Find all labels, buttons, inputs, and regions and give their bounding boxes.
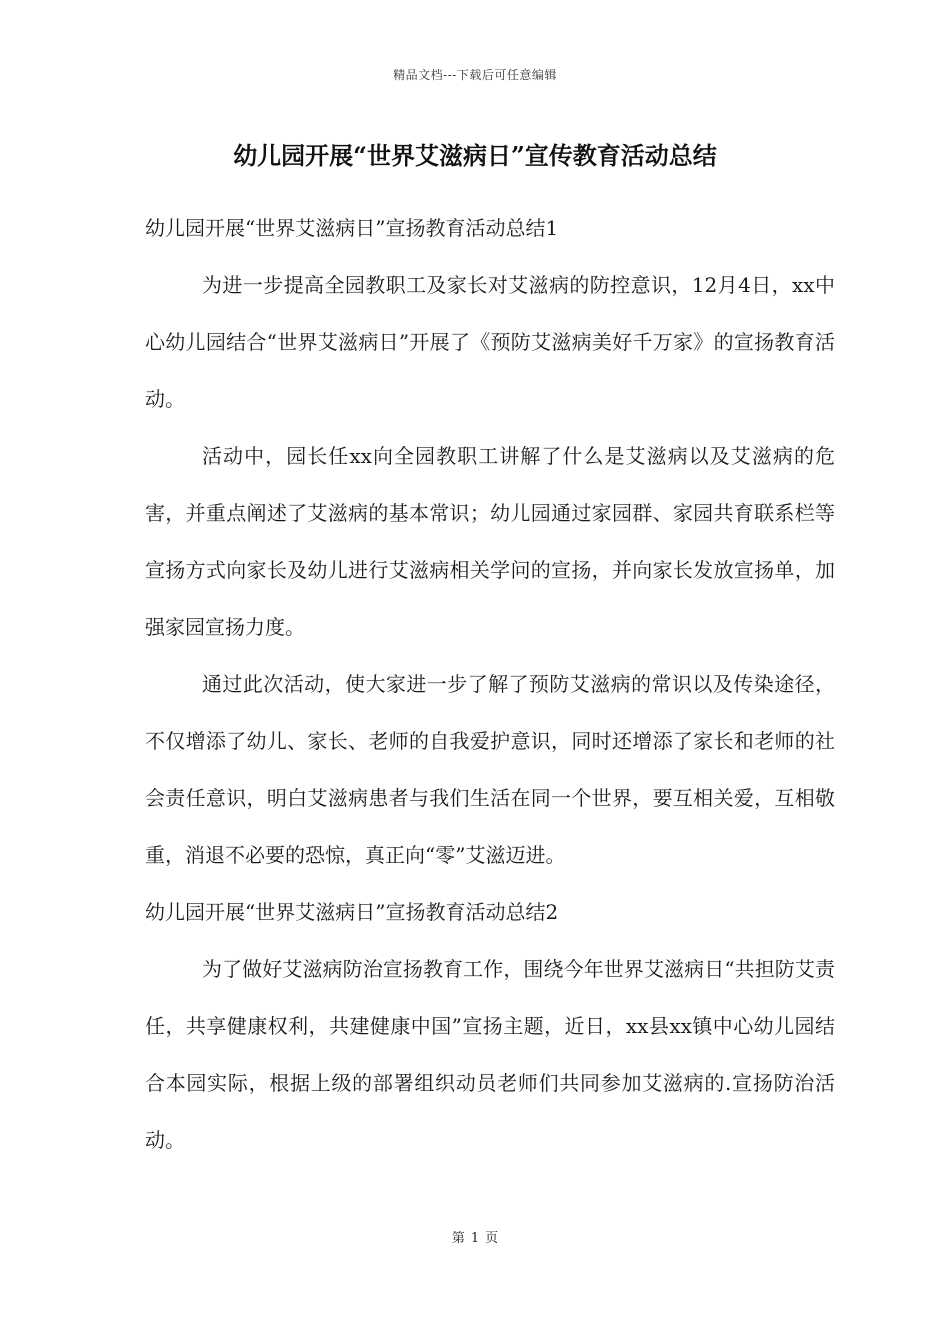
header-note: 精品文档---下载后可任意编辑	[393, 68, 557, 82]
document-title: 幼儿园开展“世界艾滋病日”宣传教育活动总结	[233, 141, 717, 170]
page-number-footer	[0, 1227, 950, 1246]
page-suffix: 页	[485, 1231, 499, 1246]
paragraph: 为进一步提高全园教职工及家长对艾滋病的防控意识，12月4日，xx中心幼儿园结合“世界艾滋病日”开展了《预防艾滋病美好千万家》的宣扬教育活动。	[145, 273, 835, 411]
section-2	[145, 884, 835, 1169]
paragraph: 为了做好艾滋病防治宣扬教育工作，围绕今年世界艾滋病日“共担防艾责任，共享健康权利，共建健康中国”宣扬主题，近日，xx县xx镇中心幼儿园结合本园实际，根据上级的部署组织动员老师们共同参加艾滋病的.宣扬防治活动。	[145, 957, 835, 1152]
paragraph: 活动中，园长任xx向全园教职工讲解了什么是艾滋病以及艾滋病的危害，并重点阐述了艾滋病的基本常识；幼儿园通过家园群、家园共育联系栏等宣扬方式向家长及幼儿进行艾滋病相关学问的宣扬，并向家长发放宣扬单，加强家园宣扬力度。	[145, 444, 835, 639]
section-1	[145, 200, 835, 884]
section-heading: 幼儿园开展“世界艾滋病日”宣扬教育活动总结1	[145, 216, 559, 240]
page-number: 1	[470, 1231, 480, 1246]
section-heading: 幼儿园开展“世界艾滋病日”宣扬教育活动总结2	[145, 900, 559, 924]
page-prefix: 第	[451, 1231, 465, 1246]
paragraph: 通过此次活动，使大家进一步了解了预防艾滋病的常识以及传染途径，不仅增添了幼儿、家长、老师的自我爱护意识，同时还增添了家长和老师的社会责任意识，明白艾滋病患者与我们生活在同一个世界，要互相关爱，互相敬重，消退不必要的恐惊，真正向“零”艾滋迈进。	[145, 672, 835, 867]
document-body	[145, 200, 835, 1169]
